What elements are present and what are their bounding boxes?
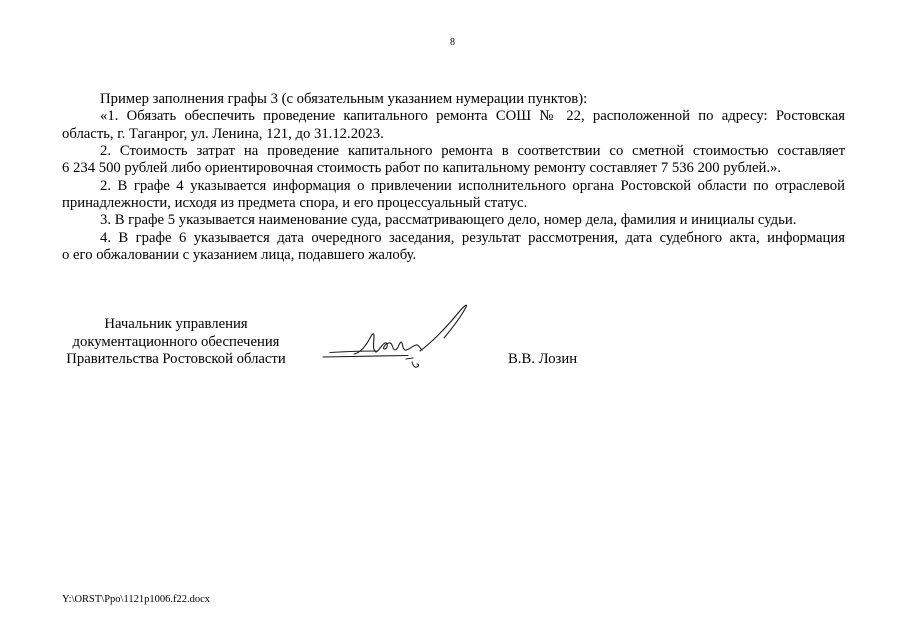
paragraph-line: 2. Стоимость затрат на проведение капитального ремонта в соответствии со сметной стоимостью составляет [100, 142, 845, 159]
signatory-position-line: Правительства Ростовской области [66, 351, 286, 367]
signatory-position-line: документационного обеспечения [72, 333, 280, 350]
signatory-position [42, 316, 310, 369]
paragraph-line: Пример заполнения графы 3 (с обязательным указанием нумерации пунктов): [100, 91, 588, 107]
example-item-1-paragraph [62, 108, 845, 143]
paragraph-line: 4. В графе 6 указывается дата очередного заседания, результат рассмотрения, дата судебного акта, информация [100, 229, 845, 246]
paragraph-line: область, г. Таганрог, ул. Ленина, 121, до 31.12.2023. [62, 125, 384, 142]
paragraph-line: 3. В графе 5 указывается наименование суда, рассматривающего дело, номер дела, фамилия и инициалы судьи. [100, 212, 797, 229]
signatory-name: В.В. Лозин [508, 351, 578, 367]
signature-image [316, 298, 480, 378]
document-body [62, 91, 845, 264]
paragraph-line: 2. В графе 4 указывается информация о привлечении исполнительного органа Ростовской области по отраслевой [100, 177, 845, 194]
footer-file-path: Y:\ORST\Ppo\1121p1006.f22.docx [62, 594, 210, 605]
signatory-position-line: Начальник управления [104, 316, 248, 332]
paragraph-line: о его обжаловании с указанием лица, подавшего жалобу. [62, 246, 417, 263]
column-4-note-paragraph [62, 178, 845, 213]
page-number: 8 [450, 37, 455, 48]
paragraph-line: 6 234 500 рублей либо ориентировочная стоимость работ по капитальному ремонту составляет 7 536 200 рублей.». [62, 160, 782, 177]
paragraph-line: «1. Обязать обеспечить проведение капитального ремонта СОШ № 22, расположенной по адресу: Ростовская [100, 108, 845, 125]
paragraph-line: принадлежности, исходя из предмета спора, и его процессуальный статус. [62, 194, 528, 211]
column-6-note-paragraph [62, 230, 845, 265]
example-item-2-paragraph [62, 143, 845, 178]
column-5-note-paragraph [62, 212, 845, 229]
example-intro-paragraph [62, 91, 845, 108]
